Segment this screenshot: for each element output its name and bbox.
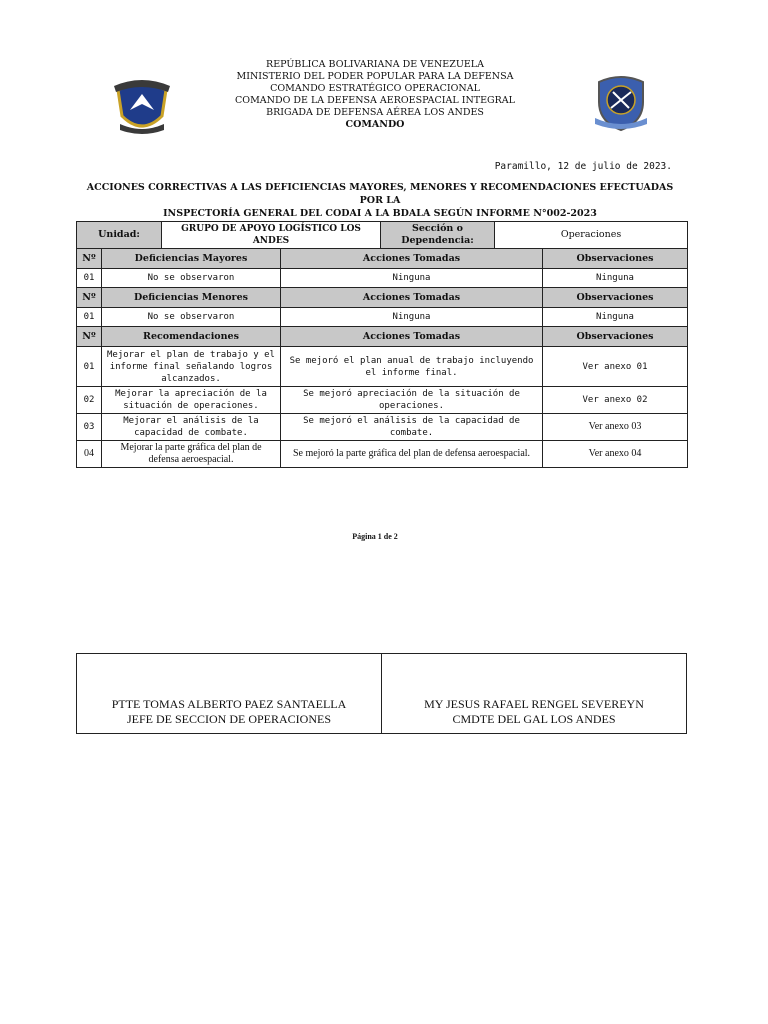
right-signer-name: MY JESUS RAFAEL RENGEL SEVEREYN — [424, 697, 644, 711]
section-value: Operaciones — [495, 222, 688, 249]
observations-header: Observaciones — [543, 249, 688, 269]
row-observation: Ver anexo 04 — [543, 441, 688, 468]
header-line-5: BRIGADA DE DEFENSA AÉREA LOS ANDES — [266, 107, 484, 118]
table-row — [77, 347, 688, 387]
row-action: Se mejoró el plan anual de trabajo incluyendo el informe final. — [281, 347, 543, 387]
left-signature-block — [77, 654, 382, 734]
row-item: Mejorar el plan de trabajo y el informe final señalando logros alcanzados. — [102, 347, 281, 387]
title-line-1: ACCIONES CORRECTIVAS A LAS DEFICIENCIAS MAYORES, MENORES Y RECOMENDACIONES EFECTUADAS POR LA — [86, 182, 674, 206]
document-date: Paramillo, 12 de julio de 2023. — [494, 161, 672, 172]
row-observation: Ver anexo 03 — [543, 414, 688, 441]
left-emblem-logo — [112, 76, 172, 138]
row-number: 01 — [77, 347, 102, 387]
title-line-2: INSPECTORÍA GENERAL DEL CODAI A LA BDALA SEGÚN INFORME N°002-2023 — [163, 208, 597, 219]
row-number: 01 — [77, 308, 102, 327]
header-line-2: MINISTERIO DEL PODER POPULAR PARA LA DEFENSA — [236, 71, 514, 82]
institution-header — [200, 59, 550, 131]
row-item: No se observaron — [102, 308, 281, 327]
table-row — [77, 387, 688, 414]
left-signer-role: JEFE DE SECCION DE OPERACIONES — [126, 712, 331, 726]
observations-header: Observaciones — [543, 327, 688, 347]
header-line-1: REPÚBLICA BOLIVARIANA DE VENEZUELA — [266, 59, 484, 70]
header-line-3: COMANDO ESTRATÉGICO OPERACIONAL — [270, 83, 480, 94]
row-action: Se mejoró el análisis de la capacidad de combate. — [281, 414, 543, 441]
col-no: Nº — [77, 249, 102, 269]
section-label: Sección o Dependencia: — [381, 222, 495, 249]
actions-header: Acciones Tomadas — [281, 327, 543, 347]
recommendations-header-row — [77, 327, 688, 347]
page-number: Página 1 de 2 — [352, 532, 398, 541]
row-observation: Ver anexo 02 — [543, 387, 688, 414]
recommendations-header: Recomendaciones — [102, 327, 281, 347]
table-row — [77, 308, 688, 327]
row-number: 03 — [77, 414, 102, 441]
row-action: Se mejoró apreciación de la situación de operaciones. — [281, 387, 543, 414]
header-command: COMANDO — [345, 119, 405, 130]
major-header-row — [77, 249, 688, 269]
row-observation: Ver anexo 01 — [543, 347, 688, 387]
table-row — [77, 441, 688, 468]
row-observation: Ninguna — [543, 269, 688, 288]
header-line-4: COMANDO DE LA DEFENSA AEROESPACIAL INTEGRAL — [235, 95, 515, 106]
major-deficiencies-header: Deficiencias Mayores — [102, 249, 281, 269]
row-item: Mejorar la apreciación de la situación de operaciones. — [102, 387, 281, 414]
corrective-actions-table — [76, 221, 688, 468]
table-row — [77, 414, 688, 441]
actions-header: Acciones Tomadas — [281, 249, 543, 269]
row-item: No se observaron — [102, 269, 281, 288]
minor-header-row — [77, 288, 688, 308]
table-row — [77, 269, 688, 288]
row-item: Mejorar la parte gráfica del plan de defensa aeroespacial. — [102, 441, 281, 468]
row-action: Se mejoró la parte gráfica del plan de defensa aeroespacial. — [281, 441, 543, 468]
document-title — [80, 181, 680, 220]
actions-header: Acciones Tomadas — [281, 288, 543, 308]
col-no: Nº — [77, 288, 102, 308]
row-number: 04 — [77, 441, 102, 468]
right-signature-block — [382, 654, 687, 734]
row-item: Mejorar el análisis de la capacidad de combate. — [102, 414, 281, 441]
row-number: 01 — [77, 269, 102, 288]
observations-header: Observaciones — [543, 288, 688, 308]
right-emblem-logo — [591, 72, 651, 134]
signature-table — [76, 653, 687, 734]
unit-row — [77, 222, 688, 249]
right-signer-role: CMDTE DEL GAL LOS ANDES — [452, 712, 616, 726]
row-observation: Ninguna — [543, 308, 688, 327]
unit-value: GRUPO DE APOYO LOGÍSTICO LOS ANDES — [162, 222, 381, 249]
col-no: Nº — [77, 327, 102, 347]
row-number: 02 — [77, 387, 102, 414]
unit-label: Unidad: — [77, 222, 162, 249]
left-signer-name: PTTE TOMAS ALBERTO PAEZ SANTAELLA — [111, 697, 347, 711]
minor-deficiencies-header: Deficiencias Menores — [102, 288, 281, 308]
row-action: Ninguna — [281, 308, 543, 327]
row-action: Ninguna — [281, 269, 543, 288]
